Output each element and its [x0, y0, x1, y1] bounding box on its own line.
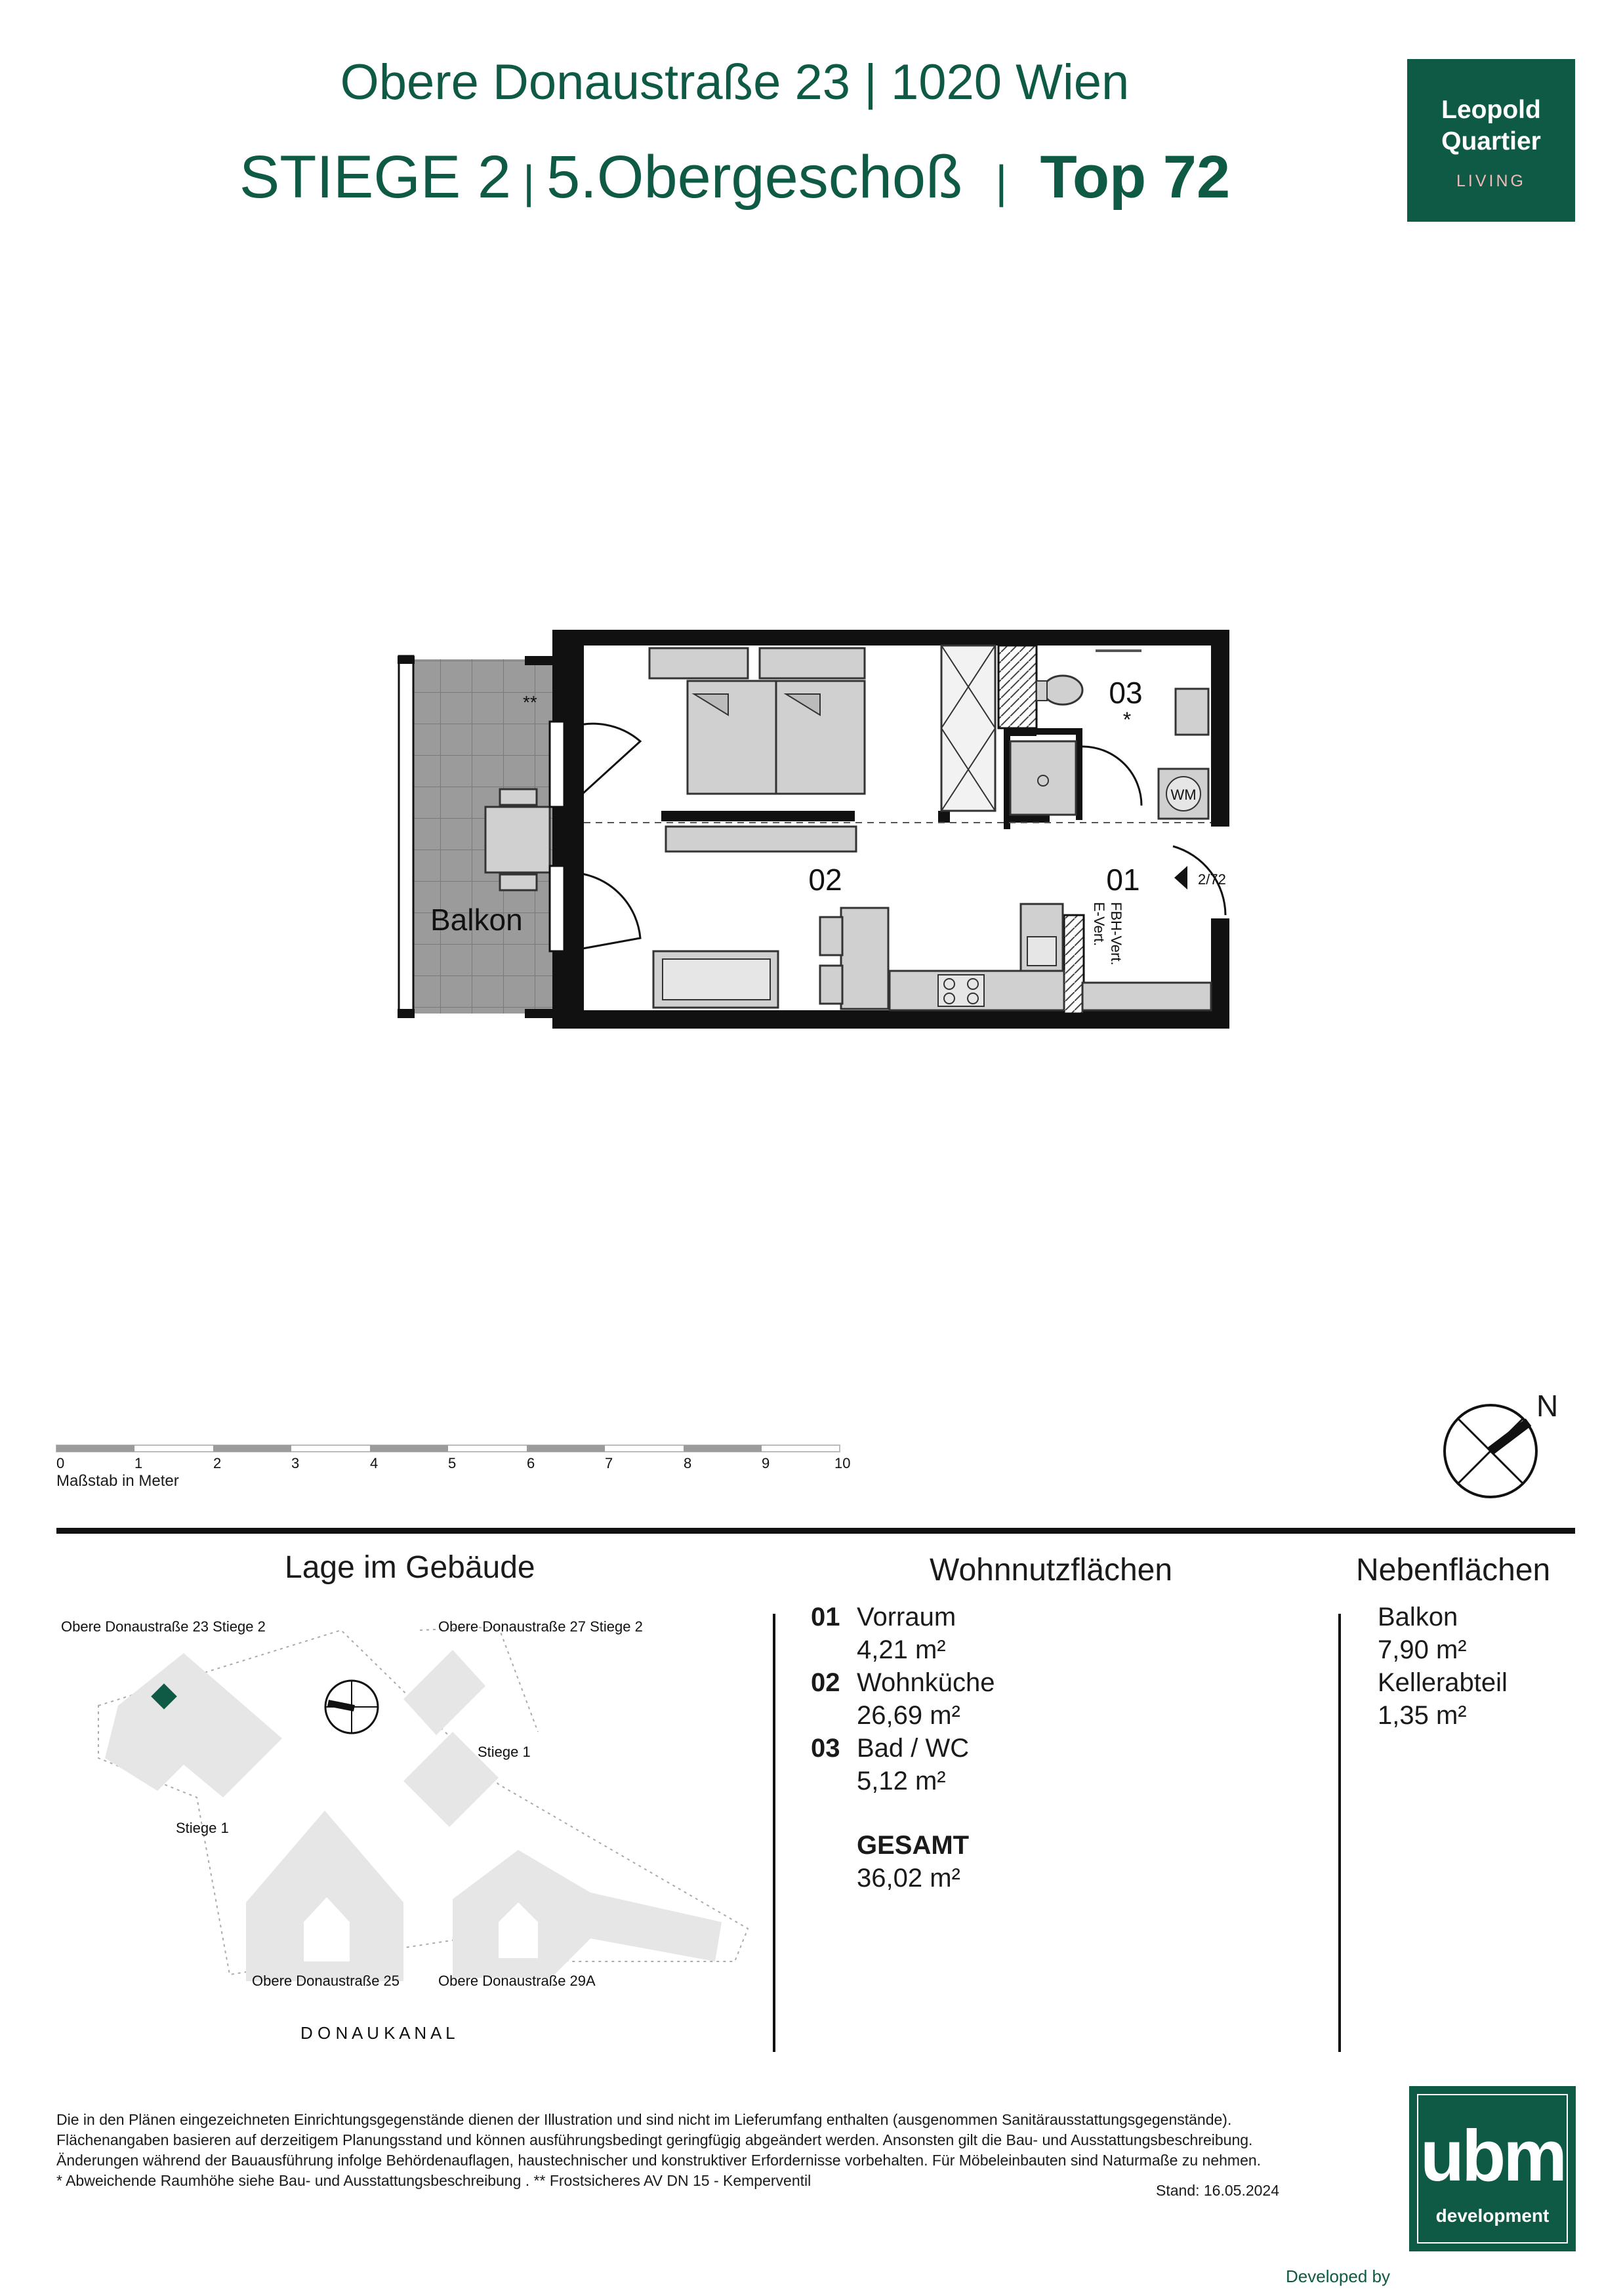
entry-arrow-icon [1174, 866, 1187, 890]
title-separator: | [522, 156, 535, 207]
developed-by: Developed by [1286, 2266, 1390, 2286]
window [550, 722, 564, 807]
section-divider [56, 1528, 1575, 1534]
ubm-logo [1409, 2086, 1576, 2251]
scale-tick-label: 7 [605, 1455, 613, 1471]
address-title: Obere Donaustraße 23 | 1020 Wien [340, 54, 1130, 110]
north-label: N [1536, 1389, 1559, 1423]
scale-caption: Maßstab in Meter [56, 1472, 179, 1490]
bed [649, 648, 865, 794]
wohn-heading: Wohnnutzflächen [930, 1553, 1173, 1588]
wohn-area: 26,69 m² [857, 1701, 960, 1730]
entry-cabinet [1082, 983, 1211, 1010]
wm-label: WM [1170, 787, 1197, 803]
scale-bar [56, 1445, 840, 1452]
wohn-room-list [811, 1601, 995, 1895]
stiege-label: STIEGE 2 [239, 144, 511, 211]
room-03-number: 03 [1109, 676, 1143, 710]
logo-line3: LIVING [1456, 172, 1526, 190]
site-plan [98, 1627, 748, 1981]
north-arrow-icon [1445, 1405, 1536, 1497]
site-label-od25: Obere Donaustraße 25 [252, 1973, 400, 1989]
site-label-donaukanal: D O N A U K A N A L [300, 2023, 455, 2043]
title-separator-2: | [995, 156, 1008, 207]
balcony-table [485, 807, 550, 872]
logo-line2: Quartier [1441, 127, 1541, 155]
total-label: GESAMT [857, 1831, 970, 1860]
ubm-logo-text: ubm [1420, 2116, 1565, 2196]
disclaimer-line: Änderungen während der Bauausführung infolge Behördenauflagen, haustechnischer und konstruktiver Erfordernisse vorbehalten. Für Möbeleinbauten sind Naturmaße zu nehmen. [56, 2152, 1262, 2169]
disclaimer [56, 2110, 1303, 2191]
scale-tick-label: 3 [291, 1455, 300, 1471]
neben-area: 1,35 m² [1378, 1701, 1467, 1730]
ubm-logo-sub: development [1435, 2205, 1550, 2226]
toilet [1043, 676, 1082, 705]
scale-tick-label: 4 [370, 1455, 379, 1471]
chair [820, 966, 842, 1004]
disclaimer-line: Die in den Plänen eingezeichneten Einrichtungsgegenstände dienen der Illustration und sind nicht im Lieferumfang enthalten (ausgenommen Sanitärausstattungsgegenstände). [56, 2111, 1232, 2128]
site-label-od23: Obere Donaustraße 23 Stiege 2 [61, 1618, 266, 1635]
top-label: Top 72 [1040, 144, 1231, 211]
wohn-row: 03 Bad / WC [811, 1734, 970, 1763]
door-code: 2/72 [1198, 871, 1226, 888]
chair [820, 917, 842, 955]
stand-date: Stand: 16.05.2024 [1156, 2182, 1279, 2199]
wohn-row: 02 Wohnküche [811, 1668, 995, 1697]
neben-area: 7,90 m² [1378, 1635, 1467, 1664]
scale-tick-label: 2 [213, 1455, 222, 1471]
neben-item: Kellerabteil [1378, 1668, 1508, 1697]
window [550, 866, 564, 951]
evert-label: E-Vert. [1091, 902, 1107, 947]
balkon-label: Balkon [430, 903, 523, 937]
floor-label: 5.Obergeschoß [546, 144, 963, 211]
wohn-area: 5,12 m² [857, 1767, 946, 1795]
shaft [998, 646, 1037, 728]
scale-tick-label: 8 [684, 1455, 692, 1471]
scale-tick-label: 5 [448, 1455, 457, 1471]
sink [1027, 937, 1056, 966]
disclaimer-line: * Abweichende Raumhöhe siehe Bau- und Ausstattungsbeschreibung . ** Frostsicheres AV DN 15 - Kemperventil [56, 2172, 812, 2189]
balcony-railing [399, 656, 413, 1017]
scale-tick-label: 9 [762, 1455, 770, 1471]
sideboard [666, 827, 856, 851]
shaft-2 [1064, 915, 1084, 1014]
site-label-od27: Obere Donaustraße 27 Stiege 2 [438, 1618, 643, 1635]
room-03-height-note: * [1122, 708, 1132, 731]
total-area: 36,02 m² [857, 1864, 960, 1893]
disclaimer-line: Flächenangaben basieren auf derzeitigem Planungsstand und können ausführungsbedingt geringfügig abgeändert werden. Ansonsten gilt die Bau- und Ausstattungsbeschreibung. [56, 2131, 1253, 2148]
bath-door-swing [1082, 747, 1141, 806]
site-label-stiege1-east: Stiege 1 [478, 1744, 531, 1760]
balcony-chair [500, 789, 537, 805]
site-label-stiege1-west: Stiege 1 [176, 1820, 229, 1836]
dining-table [841, 908, 888, 1009]
room-02-number: 02 [808, 863, 842, 897]
scale-tick-label: 1 [134, 1455, 143, 1471]
wohn-row: 01 Vorraum [811, 1603, 956, 1631]
lage-heading: Lage im Gebäude [285, 1550, 535, 1585]
wardrobe [941, 646, 995, 811]
scale-tick-label: 10 [834, 1455, 851, 1471]
shower [1010, 741, 1076, 815]
site-label-od29: Obere Donaustraße 29A [438, 1973, 596, 1989]
scale-ticks [56, 1455, 850, 1471]
scale-tick-label: 6 [527, 1455, 535, 1471]
wohn-area: 4,21 m² [857, 1635, 946, 1664]
scale-tick-label: 0 [56, 1455, 65, 1471]
fbh-label: FBH-Vert. [1108, 902, 1124, 966]
washbasin [1176, 689, 1208, 735]
neben-heading: Nebenflächen [1356, 1553, 1551, 1588]
neben-list [1378, 1601, 1508, 1732]
balcony-chair [500, 874, 537, 890]
room-01-number: 01 [1106, 863, 1140, 897]
neben-item: Balkon [1378, 1603, 1458, 1631]
logo-line1: Leopold [1441, 96, 1541, 124]
frost-valve-note: ** [523, 692, 537, 712]
